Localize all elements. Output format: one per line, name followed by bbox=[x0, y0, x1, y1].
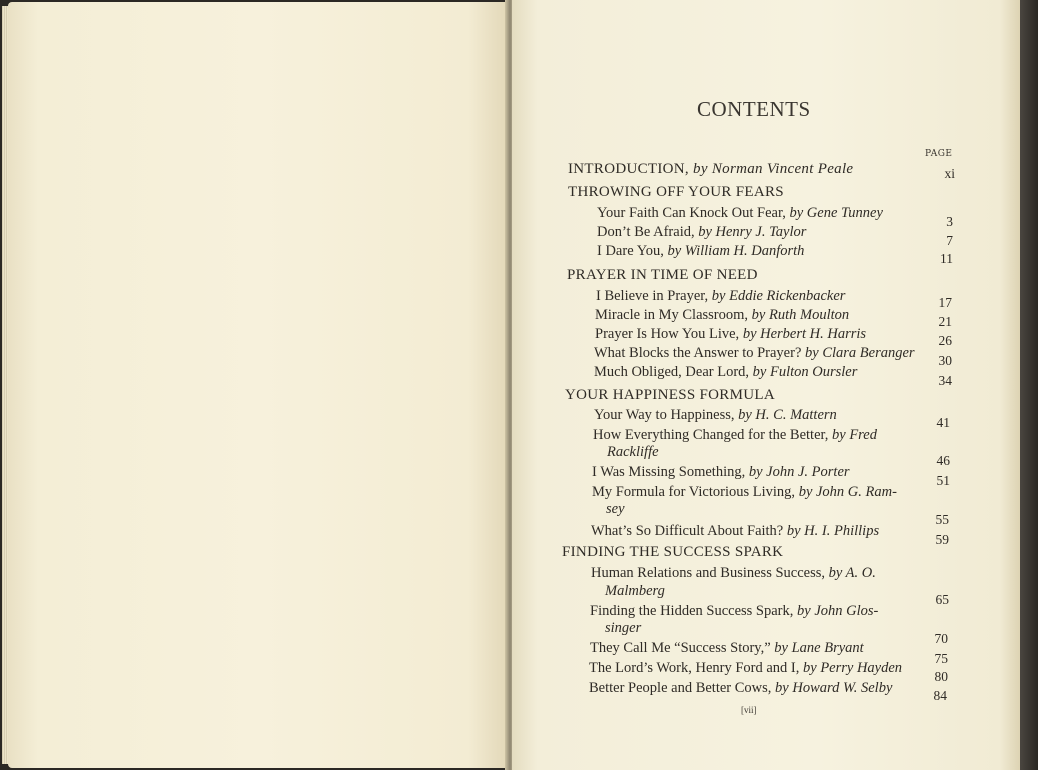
contents-title: CONTENTS bbox=[697, 97, 811, 121]
left-page bbox=[8, 2, 508, 768]
toc-entry: Your Way to Happiness, by H. C. Mattern bbox=[594, 407, 837, 423]
toc-page-number: 41 bbox=[936, 415, 950, 430]
toc-section-heading: FINDING THE SUCCESS SPARK bbox=[562, 544, 784, 560]
cover-edge bbox=[1020, 0, 1038, 770]
toc-entry: Finding the Hidden Success Spark, by John Glos- bbox=[590, 603, 879, 619]
toc-entry-continuation: singer bbox=[605, 620, 642, 636]
toc-entry: Your Faith Can Knock Out Fear, by Gene Tunney bbox=[597, 205, 883, 221]
toc-entry-continuation: sey bbox=[606, 501, 625, 517]
toc-entry: Miracle in My Classroom, by Ruth Moulton bbox=[595, 307, 850, 323]
toc-entry: Much Obliged, Dear Lord, by Fulton Oursler bbox=[594, 364, 858, 380]
toc-entry: How Everything Changed for the Better, by Fred bbox=[593, 427, 877, 443]
toc-page-number: 26 bbox=[938, 333, 952, 348]
page-edges bbox=[2, 6, 8, 764]
toc-entry: Better People and Better Cows, by Howard W. Selby bbox=[589, 680, 893, 696]
toc-page-number: 75 bbox=[934, 651, 948, 666]
toc-page-number: 17 bbox=[938, 295, 952, 310]
toc-page-number: 34 bbox=[938, 373, 952, 388]
toc-entry-continuation: Malmberg bbox=[605, 583, 665, 599]
toc-entry: They Call Me “Success Story,” by Lane Bryant bbox=[590, 640, 864, 656]
toc-entry: I Was Missing Something, by John J. Porter bbox=[592, 464, 850, 480]
toc-entry-introduction: INTRODUCTION, by Norman Vincent Peale bbox=[568, 161, 854, 177]
toc-page-number: xi bbox=[944, 166, 955, 181]
toc-section-heading: THROWING OFF YOUR FEARS bbox=[568, 184, 784, 200]
toc-page-number: 3 bbox=[946, 214, 953, 229]
toc-page-number: 84 bbox=[933, 688, 947, 703]
toc-page-number: 65 bbox=[935, 592, 949, 607]
toc-entry: Human Relations and Business Success, by A. O. bbox=[591, 565, 876, 581]
toc-section-heading: YOUR HAPPINESS FORMULA bbox=[565, 387, 775, 403]
toc-page-number: 51 bbox=[936, 473, 950, 488]
toc-entry: I Believe in Prayer, by Eddie Rickenbacker bbox=[596, 288, 846, 304]
toc-page-number: 21 bbox=[938, 314, 952, 329]
toc-page-number: 80 bbox=[934, 669, 948, 684]
toc-page-number: 46 bbox=[936, 453, 950, 468]
toc-page-number: 70 bbox=[934, 631, 948, 646]
toc-page-number: 7 bbox=[946, 233, 953, 248]
page-column-heading: PAGE bbox=[925, 149, 953, 159]
toc-entry: I Dare You, by William H. Danforth bbox=[597, 243, 805, 259]
toc-entry: Prayer Is How You Live, by Herbert H. Harris bbox=[595, 326, 867, 342]
toc-entry: Don’t Be Afraid, by Henry J. Taylor bbox=[597, 224, 807, 240]
toc-page-number: 59 bbox=[935, 532, 949, 547]
toc-section-heading: PRAYER IN TIME OF NEED bbox=[567, 267, 758, 283]
toc-entry: The Lord’s Work, Henry Ford and I, by Perry Hayden bbox=[589, 660, 903, 676]
toc-entry: What Blocks the Answer to Prayer? by Clara Beranger bbox=[594, 345, 915, 361]
toc-entry: My Formula for Victorious Living, by John G. Ram- bbox=[592, 484, 897, 500]
toc-entry: What’s So Difficult About Faith? by H. I. Phillips bbox=[591, 523, 880, 539]
toc-page-number: 55 bbox=[935, 512, 949, 527]
toc-entry-continuation: Rackliffe bbox=[607, 444, 659, 460]
toc-page-number: 11 bbox=[940, 251, 953, 266]
folio-page-number: [vii] bbox=[741, 705, 757, 715]
toc-page-number: 30 bbox=[938, 353, 952, 368]
